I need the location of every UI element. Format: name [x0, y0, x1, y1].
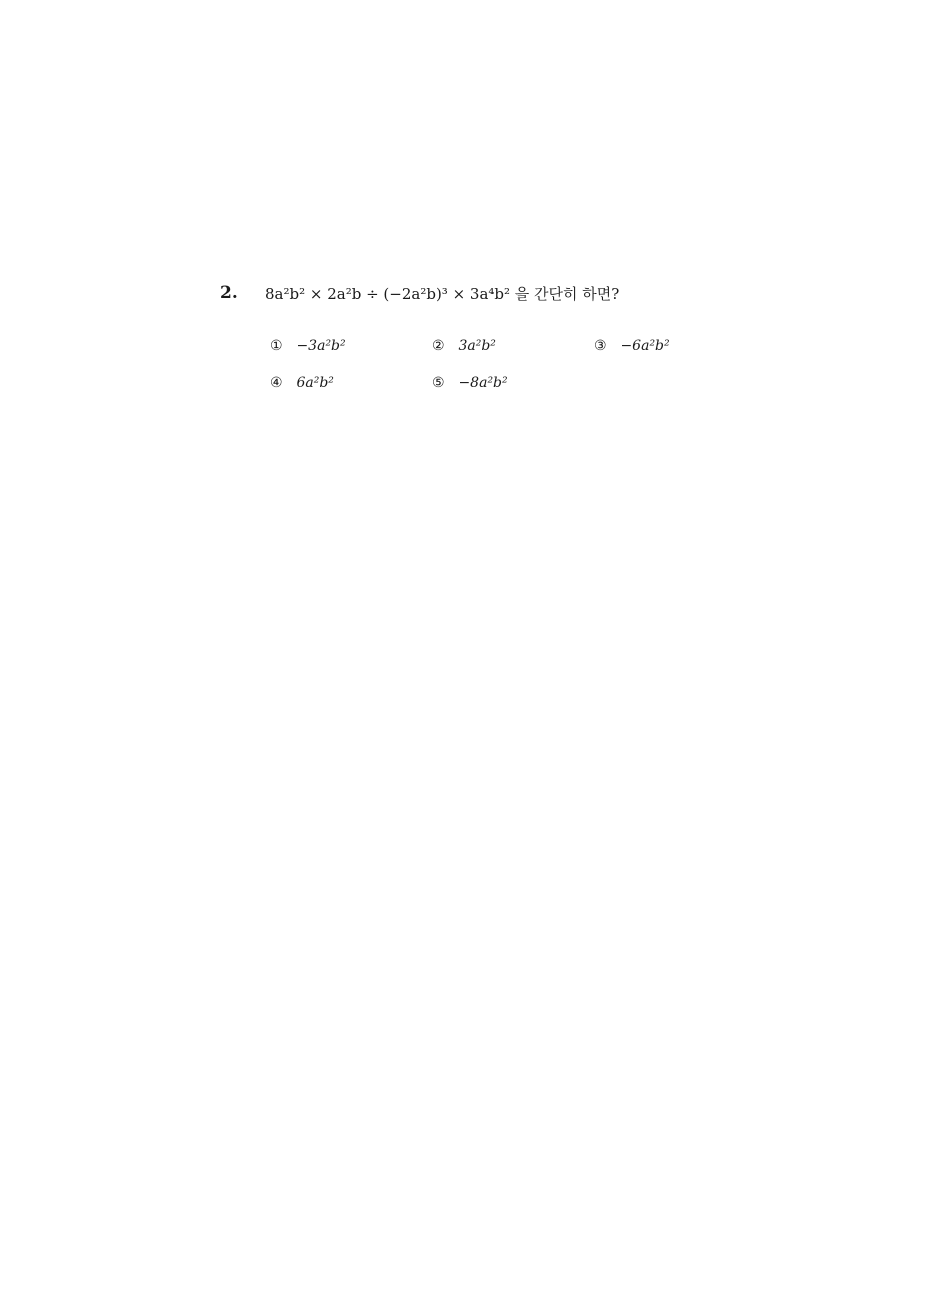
option-4-marker: ④	[270, 375, 283, 391]
option-1-expression: −3a²b²	[296, 338, 346, 354]
question-text: 8a²b² × 2a²b ÷ (−2a²b)³ × 3a⁴b² 을 간단히 하면?	[265, 285, 620, 303]
option-5[interactable]	[432, 373, 508, 393]
option-2[interactable]	[432, 336, 496, 356]
option-2-marker: ②	[432, 338, 445, 354]
option-3[interactable]	[594, 336, 670, 356]
option-5-expression: −8a²b²	[458, 375, 508, 391]
option-5-marker: ⑤	[432, 375, 445, 391]
option-3-marker: ③	[594, 338, 607, 354]
option-1[interactable]	[270, 336, 346, 356]
option-2-expression: 3a²b²	[458, 338, 496, 354]
option-3-expression: −6a²b²	[620, 338, 670, 354]
option-1-marker: ①	[270, 338, 283, 354]
option-4-expression: 6a²b²	[296, 375, 334, 391]
question-number: 2.	[220, 283, 238, 303]
option-4[interactable]	[270, 373, 334, 393]
